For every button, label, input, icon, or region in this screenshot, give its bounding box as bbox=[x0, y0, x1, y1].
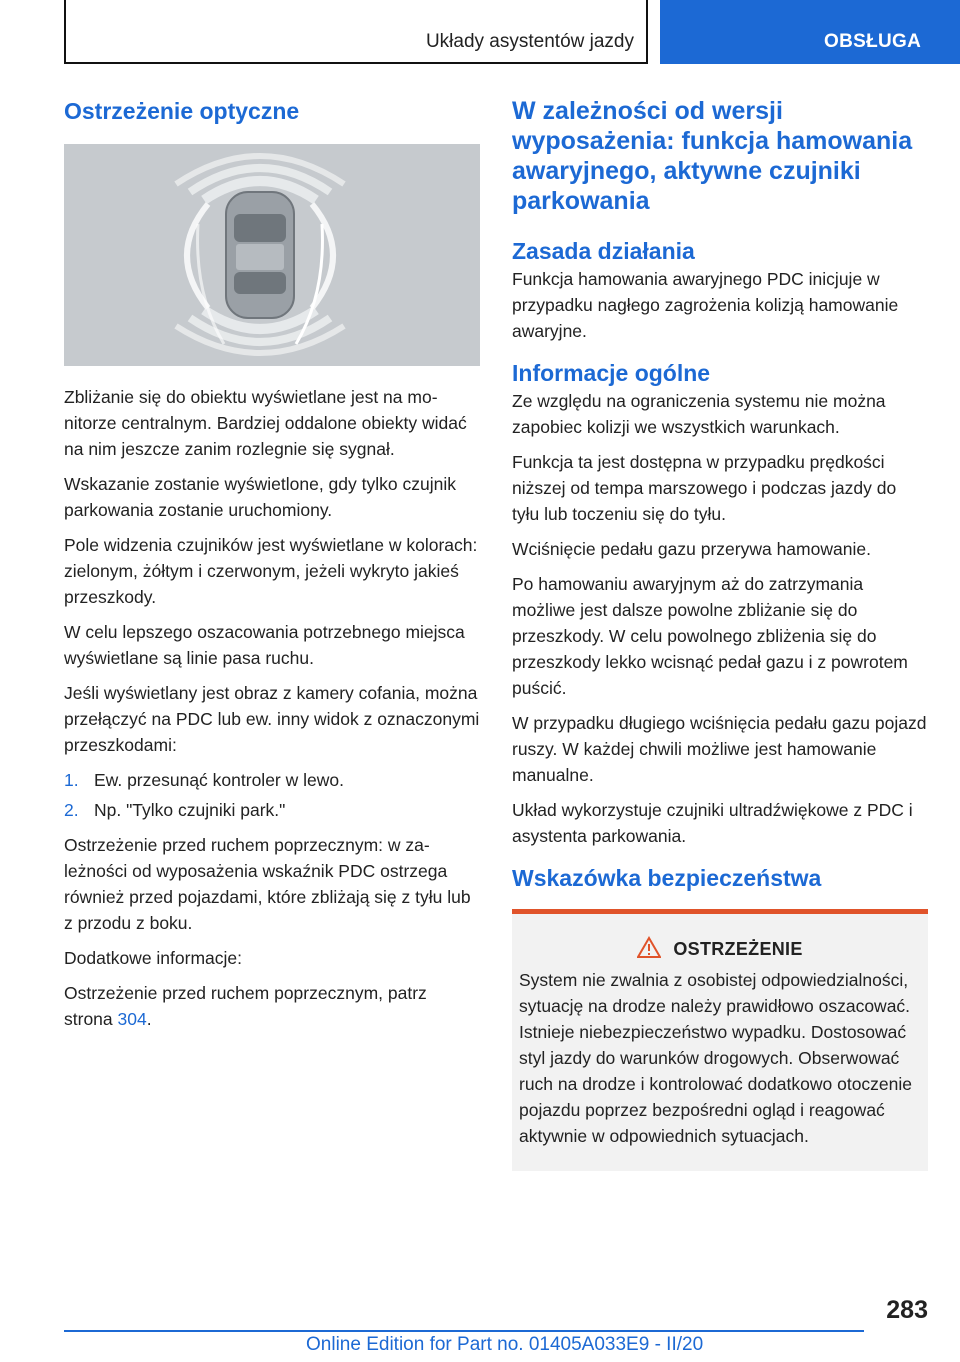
paragraph: Ze względu na ograniczenia systemu nie można zapobiec kolizji we wszystkich warunkach. bbox=[512, 391, 886, 437]
paragraph: W celu lepszego oszacowania potrzebnego miejsca wyświetlane są linie pasa ruchu. bbox=[64, 622, 465, 668]
section-title: Układy asystentów jazdy bbox=[425, 31, 634, 52]
step-number: 1. bbox=[64, 770, 79, 790]
paragraph: Wskazanie zostanie wyświetlone, gdy tylko czujnik parkowania zostanie uruchomiony. bbox=[64, 474, 456, 520]
steps-list bbox=[64, 767, 480, 823]
warning-title: OSTRZEŻENIE bbox=[673, 939, 803, 959]
warning-triangle-icon bbox=[637, 936, 661, 963]
header-tab-label: OBSŁUGA bbox=[824, 31, 922, 52]
subheading-general-info: Informacje ogólne bbox=[512, 360, 711, 386]
heading-emergency-braking: W zależności od wersji wyposażenia: funkcja hamowania awaryjnego, aktywne czujniki parkowania bbox=[512, 97, 913, 215]
subheading-safety-note: Wskazówka bezpieczeństwa bbox=[512, 865, 822, 891]
edition-text: Online Edition for Part no. 01405A033E9 - II/20 bbox=[306, 1334, 704, 1355]
list-item bbox=[64, 767, 480, 793]
paragraph: Układ wykorzystuje czujniki ultradźwiękowe z PDC i asystenta parkowania. bbox=[512, 800, 913, 846]
page-number: 283 bbox=[886, 1296, 928, 1324]
warning-header bbox=[519, 936, 921, 963]
parking-display-graphic bbox=[64, 144, 480, 366]
paragraph: Zbliżanie się do obiektu wyświetlane jest na monitorze centralnym. Bardziej oddalone obiekty widać na nim jeszcze zanim rozlegnie się sygnał. bbox=[64, 387, 467, 459]
reference-text: Ostrzeżenie przed ruchem poprzecznym, patrz strona bbox=[64, 983, 427, 1029]
reference-end: . bbox=[146, 1009, 152, 1029]
footer-divider bbox=[64, 1330, 864, 1332]
paragraph: Funkcja hamowania awaryjnego PDC inicjuje w przypadku nagłego zagrożenia kolizją hamowanie awaryjne. bbox=[512, 269, 899, 341]
header-section-box bbox=[64, 0, 648, 64]
step-text: Np. "Tylko czujniki park." bbox=[94, 800, 286, 820]
paragraph: Wciśnięcie pedału gazu przerywa hamowanie. bbox=[512, 539, 871, 559]
left-column bbox=[64, 96, 480, 1041]
paragraph: Po hamowaniu awaryjnym aż do zatrzymania możliwe jest dalsze powolne zbliżanie się do przeszkody. W celu powolnego zbliżenia się do przeszkody lekko wcisnąć pedał gazu i z powrotem puścić. bbox=[512, 574, 908, 698]
paragraph: Dodatkowe informacje: bbox=[64, 948, 242, 968]
warning-text: System nie zwalnia z osobistej odpowiedzialności, sytuację na drodze należy prawidłowo oszacować. Istnieje niebezpieczeństwo wypadku. Dostosować styl jazdy do warunków drogowych. Obserwować ruch na drodze i kontrolować dodatkowo otoczenie pojazdu poprzez bezpośredni ogląd i reagować aktywnie w odpowiednich sytuacjach. bbox=[519, 970, 913, 1146]
list-item bbox=[64, 797, 480, 823]
paragraph: Funkcja ta jest dostępna w przypadku prędkości niższej od tempa marszowego i podczas jazdy do tyłu lub toczeniu się do tyłu. bbox=[512, 452, 897, 524]
warning-box bbox=[512, 909, 928, 1171]
subheading-principle: Zasada działania bbox=[512, 238, 695, 264]
step-number: 2. bbox=[64, 800, 79, 820]
paragraph: Jeśli wyświetlany jest obraz z kamery cofania, można przełączyć na PDC lub ew. inny widok z oznaczonymi przeszkodami: bbox=[64, 683, 480, 755]
parking-sensor-car-illustration bbox=[64, 144, 480, 366]
step-text: Ew. przesunąć kontroler w lewo. bbox=[94, 770, 344, 790]
heading-visual-warning: Ostrzeżenie optyczne bbox=[64, 98, 300, 124]
header-tab[interactable] bbox=[660, 0, 960, 64]
paragraph: W przypadku długiego wciśnięcia pedału gazu pojazd ruszy. W każdej chwili możliwe jest hamowanie manualne. bbox=[512, 713, 927, 785]
paragraph: Ostrzeżenie przed ruchem poprzecznym: w zależności od wyposażenia wskaźnik PDC ostrzega również przed pojazdami, które zbliżają się z tyłu lub z przodu z boku. bbox=[64, 835, 471, 933]
page-reference-link[interactable]: 304 bbox=[117, 1009, 147, 1029]
paragraph: Pole widzenia czujników jest wyświetlane w kolorach: zielonym, żółtym i czerwonym, jeżeli wykryto jakieś przeszkody. bbox=[64, 535, 478, 607]
paragraph-with-link bbox=[64, 980, 480, 1032]
right-column bbox=[512, 96, 928, 1171]
